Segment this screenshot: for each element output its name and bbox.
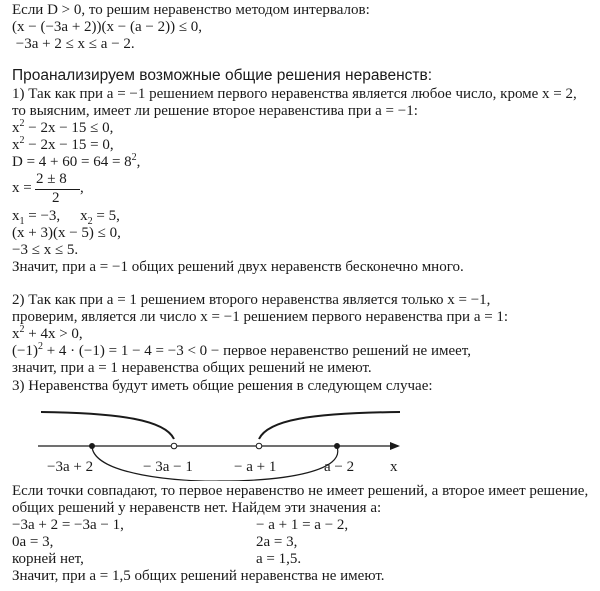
- intro-line-2: (x − (−3a + 2))(x − (a − 2)) ≤ 0,: [12, 19, 203, 35]
- case2-line-2: проверим, является ли число x = −1 решением первого неравенства при a = 1:: [12, 309, 509, 325]
- section-heading: Проанализируем возможные общие решения неравенств:: [12, 67, 433, 84]
- left-equation-1: −3a + 2 = −3a − 1,: [12, 517, 124, 533]
- case1-interval: −3 ≤ x ≤ 5.: [12, 242, 79, 258]
- point-label: a − 2: [324, 459, 355, 475]
- case2-conclusion: значит, при a = 1 неравенства общих решений не имеют.: [12, 360, 372, 376]
- case2-check: $(-1)^2 + 4 \cdot (-1) = 1 - 4 = -3 < 0$ − первое неравенство решений не имеет,: [12, 341, 471, 359]
- case1-line-2: то выясним, имеет ли решение второе неравенстива при a = −1:: [12, 103, 418, 119]
- intro-line-3: −3a + 2 ≤ x ≤ a − 2.: [12, 36, 135, 52]
- axis-arrow-icon: [390, 442, 400, 450]
- point-open: [256, 443, 262, 449]
- right-equation-2: 2a = 3,: [256, 534, 298, 550]
- lower-solution-arc: [92, 447, 338, 481]
- point-label: − 3a − 1: [143, 459, 193, 475]
- case2-line-1: 2) Так как при a = 1 решением второго неравенства является только x = −1,: [12, 292, 491, 308]
- point-label: −3a + 2: [47, 459, 94, 475]
- left-solution-arc: [41, 412, 174, 439]
- left-equation-3: корней нет,: [12, 551, 84, 567]
- number-line-diagram: [0, 395, 600, 481]
- case3-text-1: Если точки совпадают, то первое неравенство не имеет решений, а второе имеет решение,: [12, 483, 589, 499]
- point-label: − a + 1: [234, 459, 277, 475]
- case1-line-1: 1) Так как при a = −1 решением первого неравенства является любое число, кроме x = 2,: [12, 86, 577, 102]
- case1-eq1: $x^2 - 2x - 15 \le 0$,: [12, 118, 114, 136]
- case1-conclusion: Значит, при a = −1 общих решений двух неравенств бесконечно много.: [12, 259, 464, 275]
- case1-roots: $x_1 = -3$, $x_2 = 5$,: [12, 208, 120, 227]
- point-open: [171, 443, 177, 449]
- intro-line-1: Если D > 0, то решим неравенство методом интервалов:: [12, 2, 370, 18]
- case3-conclusion: Значит, при a = 1,5 общих решений неравенства не имеют.: [12, 568, 385, 584]
- case1-discriminant: $D = 4 + 60 = 64 = 8^2$,: [12, 152, 141, 170]
- right-equation-3: a = 1,5.: [256, 551, 302, 567]
- case3-line-1: 3) Неравенства будут иметь общие решения в следующем случае:: [12, 378, 433, 394]
- point-filled: [89, 443, 95, 449]
- axis-label: x: [390, 459, 398, 475]
- case1-eq2: $x^2 - 2x - 15 = 0$,: [12, 135, 114, 153]
- case2-inequality: $x^2 + 4x > 0$,: [12, 324, 83, 342]
- left-equation-2: 0a = 3,: [12, 534, 54, 550]
- case3-text-2: общих решений у неравенств нет. Найдем эти значения a:: [12, 500, 382, 516]
- case1-factored: (x + 3)(x − 5) ≤ 0,: [12, 225, 121, 241]
- right-solution-arc: [259, 412, 400, 439]
- right-equation-1: − a + 1 = a − 2,: [256, 517, 349, 533]
- point-filled: [334, 443, 340, 449]
